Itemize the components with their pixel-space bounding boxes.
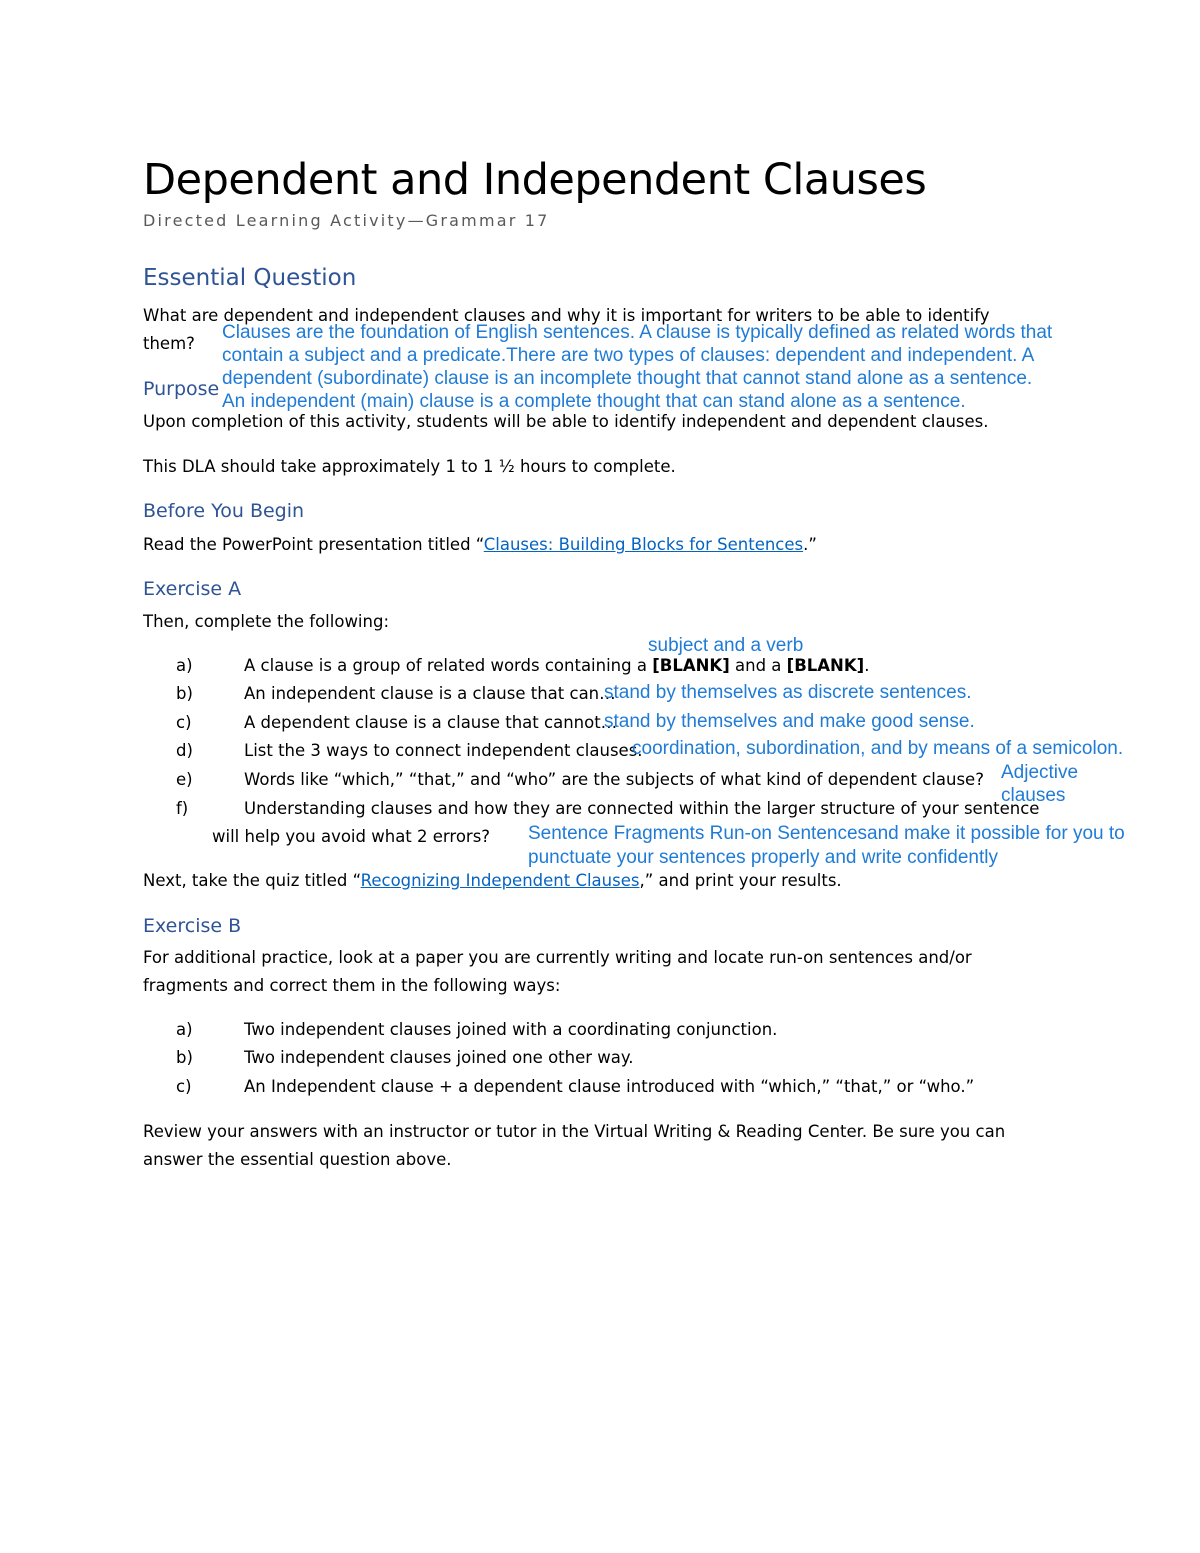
before-you-begin-heading: Before You Begin xyxy=(143,500,305,522)
list-item: a) A clause is a group of related words containing a [BLANK] and a [BLANK]. xyxy=(176,656,870,675)
annotation-eq-line-1: Clauses are the foundation of English sentences. A clause is typically defined as related words that xyxy=(222,322,1053,343)
essential-question-heading: Essential Question xyxy=(143,265,357,291)
before-you-begin-prefix: Read the PowerPoint presentation titled “ xyxy=(143,535,484,554)
list-item: b) An independent clause is a clause that can… xyxy=(176,684,616,703)
annotation-eq-line-2: contain a subject and a predicate.There are two types of clauses: dependent and independent. A xyxy=(222,345,1035,366)
annotation-eq-line-3: dependent (subordinate) clause is an incomplete thought that cannot stand alone as a sentence. xyxy=(222,368,1033,389)
annotation-e-line-1: Adjective xyxy=(1001,762,1079,783)
annotation-d: coordination, subordination, and by means of a semicolon. xyxy=(632,738,1124,759)
exercise-b-heading: Exercise B xyxy=(143,915,242,937)
annotation-eq-line-4: An independent (main) clause is a complete thought that can stand alone as a sentence. xyxy=(222,391,966,412)
list-item: e) Words like “which,” “that,” and “who” are the subjects of what kind of dependent clause? xyxy=(176,770,984,789)
list-item: c) An Independent clause + a dependent clause introduced with “which,” “that,” or “who.” xyxy=(176,1077,975,1096)
list-item: d) List the 3 ways to connect independent clauses. xyxy=(176,741,643,760)
exercise-b-intro-1: For additional practice, look at a paper you are currently writing and locate run-on sentences and/or xyxy=(143,948,972,967)
list-item: f) Understanding clauses and how they are connected within the larger structure of your sentence xyxy=(176,799,1040,818)
page-title: Dependent and Independent Clauses xyxy=(143,155,927,205)
review-line-2: answer the essential question above. xyxy=(143,1150,452,1169)
list-item-continuation: will help you avoid what 2 errors? xyxy=(212,827,491,846)
exercise-b-intro-2: fragments and correct them in the following ways: xyxy=(143,976,561,995)
clauses-presentation-link[interactable]: Clauses: Building Blocks for Sentences xyxy=(483,535,804,554)
before-you-begin-suffix: .” xyxy=(803,535,817,554)
essential-question-line-2: them? xyxy=(143,334,195,353)
annotation-b: stand by themselves as discrete sentences. xyxy=(604,682,972,703)
list-item: b) Two independent clauses joined one other way. xyxy=(176,1048,634,1067)
before-you-begin-text xyxy=(143,531,817,559)
essential-question-line-1: What are dependent and independent clauses and why it is important for writers to be able to identify xyxy=(143,306,990,325)
purpose-line-1: Upon completion of this activity, students will be able to identify independent and dependent clauses. xyxy=(143,412,989,431)
annotation-e-line-2: clauses xyxy=(1001,785,1066,806)
annotation-f-line-1: Sentence Fragments Run-on Sentencesand make it possible for you to xyxy=(528,823,1125,844)
annotation-a: subject and a verb xyxy=(648,635,804,656)
list-item: a) Two independent clauses joined with a coordinating conjunction. xyxy=(176,1020,778,1039)
annotation-c: stand by themselves and make good sense. xyxy=(604,711,975,732)
exercise-a-intro: Then, complete the following: xyxy=(143,612,390,631)
annotation-f-line-2: punctuate your sentences properly and write confidently xyxy=(528,847,998,868)
exercise-a-heading: Exercise A xyxy=(143,578,242,600)
purpose-heading: Purpose xyxy=(143,378,220,400)
recognizing-independent-clauses-link[interactable]: Recognizing Independent Clauses xyxy=(360,871,640,890)
purpose-line-2: This DLA should take approximately 1 to 1 ½ hours to complete. xyxy=(143,457,676,476)
page-subtitle: Directed Learning Activity—Grammar 17 xyxy=(143,211,550,230)
list-item: c) A dependent clause is a clause that cannot… xyxy=(176,713,618,732)
next-quiz-text: Next, take the quiz titled “Recognizing Independent Clauses,” and print your results. xyxy=(143,871,842,890)
review-line-1: Review your answers with an instructor or tutor in the Virtual Writing & Reading Center. Be sure you can xyxy=(143,1122,1006,1141)
